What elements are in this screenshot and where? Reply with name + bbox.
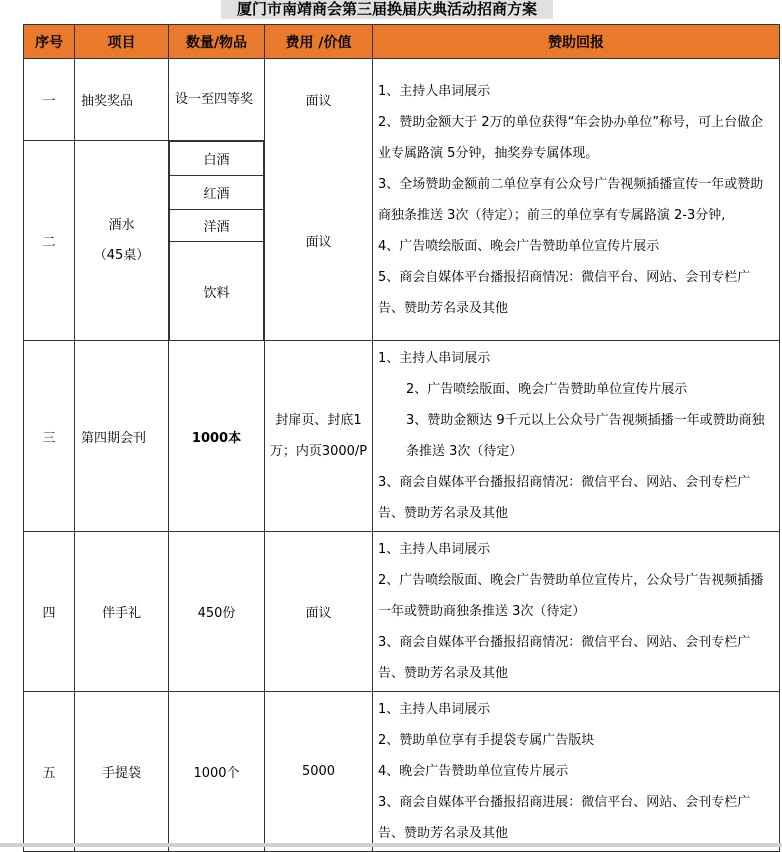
table-row — [24, 341, 780, 532]
page-bottom-edge — [0, 843, 782, 847]
table-row — [24, 59, 780, 141]
return-line: 1、主持人串词展示 — [378, 351, 491, 366]
return-line: 3、全场赞助金额前二单位享有公众号广告视频插播宣传一年或赞助商独条推送 3次（待定）；前三的单位享有专属路演 2-3分钟, — [378, 176, 764, 223]
return-line: 1、主持人串词展示 — [378, 542, 491, 557]
row-return — [373, 692, 780, 852]
qty-subtable — [169, 141, 264, 340]
row-price: 面议 — [265, 532, 373, 692]
return-line: 2、广告喷绘版面、晚会广告赞助单位宣传片，公众号广告视频插播一年或赞助商独条推送 3次（待定） — [378, 573, 764, 619]
header-item: 项目 — [75, 25, 169, 59]
row-no: 三 — [24, 341, 75, 532]
row-item-name: 酒水 — [108, 217, 135, 233]
return-line: 2、广告喷绘版面、晚会广告赞助单位宣传片展示 — [406, 382, 688, 397]
row-no: 四 — [24, 532, 75, 692]
table-row — [24, 692, 780, 852]
row-qty — [169, 141, 265, 341]
return-line: 3、商会自媒体平台播报招商进展：微信平台、网站、会刊专栏广告、赞助芳名录及其他 — [378, 795, 751, 841]
return-line: 4、广告喷绘版面、晚会广告赞助单位宣传片展示 — [378, 238, 660, 254]
table-header-row — [24, 25, 780, 59]
qty-option: 饮料 — [170, 242, 264, 341]
row-qty: 设一至四等奖 — [169, 59, 265, 141]
return-line: 3、商会自媒体平台播报招商情况：微信平台、网站、会刊专栏广告、赞助芳名录及其他 — [378, 635, 751, 681]
row-item — [75, 141, 169, 341]
header-price: 费用 /价值 — [265, 25, 373, 59]
row-qty: 1000个 — [169, 692, 265, 852]
row-price: 封扉页、封底1万；内页3000/P — [265, 341, 373, 532]
qty-option: 洋酒 — [170, 210, 264, 242]
row-return — [373, 59, 780, 341]
row-item: 抽奖奖品 — [75, 59, 169, 141]
row-return — [373, 532, 780, 692]
return-line: 2、赞助单位享有手提袋专属广告版块 — [378, 733, 595, 748]
header-no: 序号 — [24, 25, 75, 59]
header-qty: 数量/物品 — [169, 25, 265, 59]
row-item-sub: （45桌） — [93, 247, 150, 263]
return-line: 1、主持人串词展示 — [378, 702, 491, 717]
return-line: 4、晚会广告赞助单位宣传片展示 — [378, 764, 569, 779]
return-line: 2、赞助金额大于 2万的单位获得“年会协办单位”称号，可上台做企业专属路演 5分钟，抽奖券专属体现。 — [378, 114, 764, 161]
table-row — [24, 532, 780, 692]
row-price: 面议 — [265, 141, 373, 341]
row-item: 第四期会刊 — [75, 341, 169, 532]
row-qty: 450份 — [169, 532, 265, 692]
row-price: 5000 — [265, 692, 373, 852]
sponsorship-table — [23, 24, 780, 852]
qty-option: 白酒 — [170, 142, 264, 176]
row-item: 伴手礼 — [75, 532, 169, 692]
return-line: 3、赞助金额达 9千元以上公众号广告视频插播一年或赞助商独条推送 3次（待定） — [406, 413, 765, 459]
return-line: 1、主持人串词展示 — [378, 83, 491, 99]
row-no: 二 — [24, 141, 75, 341]
return-line: 5、商会自媒体平台播报招商情况：微信平台、网站、会刊专栏广告、赞助芳名录及其他 — [378, 269, 751, 316]
header-return: 赞助回报 — [373, 25, 780, 59]
row-price: 面议 — [265, 59, 373, 141]
row-no: 五 — [24, 692, 75, 852]
row-item: 手提袋 — [75, 692, 169, 852]
qty-option: 红酒 — [170, 176, 264, 210]
return-line: 3、商会自媒体平台播报招商情况：微信平台、网站、会刊专栏广告、赞助芳名录及其他 — [378, 475, 751, 521]
row-no: 一 — [24, 59, 75, 141]
row-return — [373, 341, 780, 532]
document-title: 厦门市南靖商会第三届换届庆典活动招商方案 — [221, 0, 553, 19]
row-qty: 1000本 — [169, 341, 265, 532]
